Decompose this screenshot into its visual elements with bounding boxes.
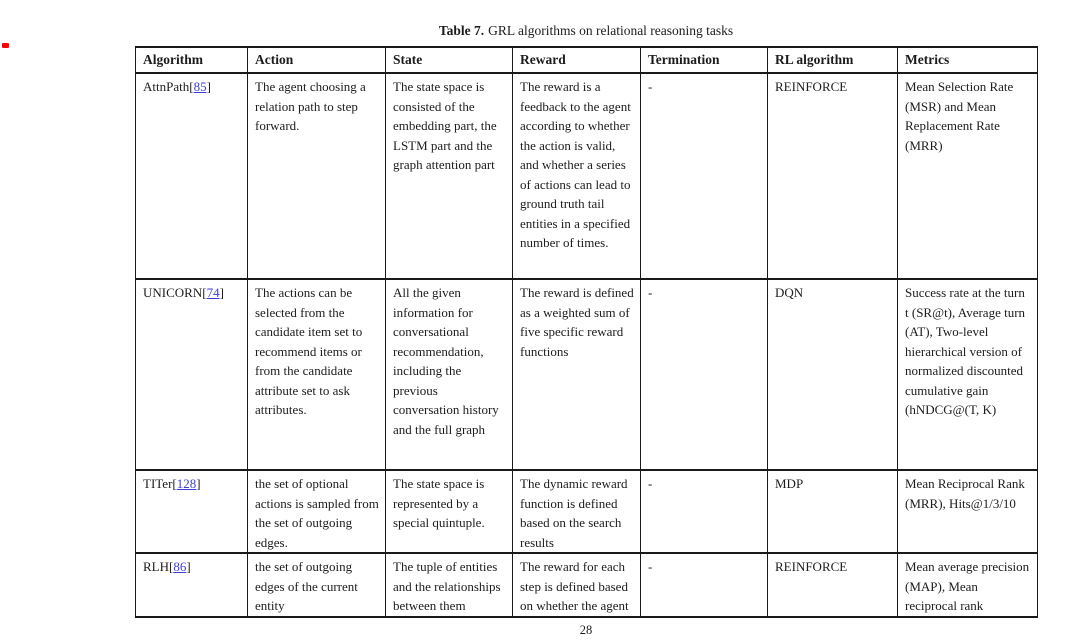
algorithm-name-suffix: ] xyxy=(219,285,224,300)
metrics-cell: Mean Reciprocal Rank (MRR), Hits@1/3/10 xyxy=(898,470,1038,553)
termination-cell: - xyxy=(641,470,768,553)
table-caption xyxy=(135,23,1037,39)
state-cell: The state space is represented by a special quintuple. xyxy=(386,470,513,553)
header-action: Action xyxy=(248,47,386,73)
citation-link[interactable]: 85 xyxy=(193,79,207,94)
table-row xyxy=(136,470,1038,553)
reward-cell: The reward for each step is defined based on whether the agent xyxy=(513,553,641,617)
table-row xyxy=(136,279,1038,470)
algorithm-name-suffix: ] xyxy=(196,476,201,491)
grl-algorithms-table xyxy=(135,46,1038,618)
header-rl-algorithm: RL algorithm xyxy=(768,47,898,73)
rl-algorithm-cell: REINFORCE xyxy=(768,73,898,279)
citation-link[interactable]: 128 xyxy=(176,476,197,491)
rl-algorithm-cell: DQN xyxy=(768,279,898,470)
reward-cell: The reward is defined as a weighted sum of five specific reward functions xyxy=(513,279,641,470)
table-row xyxy=(136,73,1038,279)
header-state: State xyxy=(386,47,513,73)
algorithm-name: UNICORN[ xyxy=(143,285,207,300)
algorithm-name: TITer[ xyxy=(143,476,177,491)
page-number: 28 xyxy=(579,623,593,637)
annotation-marker-icon xyxy=(2,43,9,48)
table-caption-label: Table 7. xyxy=(438,23,485,38)
state-cell: The tuple of entities and the relationships between them xyxy=(386,553,513,617)
header-reward: Reward xyxy=(513,47,641,73)
action-cell: the set of optional actions is sampled from the set of outgoing edges. xyxy=(248,470,386,553)
termination-cell: - xyxy=(641,73,768,279)
algorithm-name-suffix: ] xyxy=(206,79,211,94)
metrics-cell: Mean average precision (MAP), Mean reciprocal rank xyxy=(898,553,1038,617)
table-row xyxy=(136,553,1038,617)
citation-link[interactable]: 74 xyxy=(206,285,220,300)
metrics-cell: Mean Selection Rate (MSR) and Mean Replacement Rate (MRR) xyxy=(898,73,1038,279)
reward-cell: The dynamic reward function is defined based on the search results xyxy=(513,470,641,553)
table-header-row xyxy=(136,47,1038,73)
header-algorithm: Algorithm xyxy=(136,47,248,73)
algorithm-cell xyxy=(136,470,248,553)
state-cell: The state space is consisted of the embedding part, the LSTM part and the graph attention part xyxy=(386,73,513,279)
action-cell: The agent choosing a relation path to step forward. xyxy=(248,73,386,279)
algorithm-cell xyxy=(136,73,248,279)
citation-link[interactable]: 86 xyxy=(173,559,187,574)
rl-algorithm-cell: MDP xyxy=(768,470,898,553)
action-cell: The actions can be selected from the candidate item set to recommend items or from the candidate attribute set to ask attributes. xyxy=(248,279,386,470)
algorithm-name-suffix: ] xyxy=(186,559,191,574)
algorithm-name: AttnPath[ xyxy=(143,79,194,94)
termination-cell: - xyxy=(641,279,768,470)
metrics-cell: Success rate at the turn t (SR@t), Average turn (AT), Two-level hierarchical version of normalized discounted cumulative gain (hNDCG@(T, K) xyxy=(898,279,1038,470)
algorithm-cell xyxy=(136,553,248,617)
header-metrics: Metrics xyxy=(898,47,1038,73)
header-termination: Termination xyxy=(641,47,768,73)
algorithm-cell xyxy=(136,279,248,470)
table-caption-text: GRL algorithms on relational reasoning tasks xyxy=(488,23,734,38)
algorithm-name: RLH[ xyxy=(143,559,174,574)
rl-algorithm-cell: REINFORCE xyxy=(768,553,898,617)
state-cell: All the given information for conversational recommendation, including the previous conversation history and the full graph xyxy=(386,279,513,470)
reward-cell: The reward is a feedback to the agent according to whether the action is valid, and whether a series of actions can lead to ground truth tail entities in a specified number of times. xyxy=(513,73,641,279)
termination-cell: - xyxy=(641,553,768,617)
action-cell: the set of outgoing edges of the current entity xyxy=(248,553,386,617)
